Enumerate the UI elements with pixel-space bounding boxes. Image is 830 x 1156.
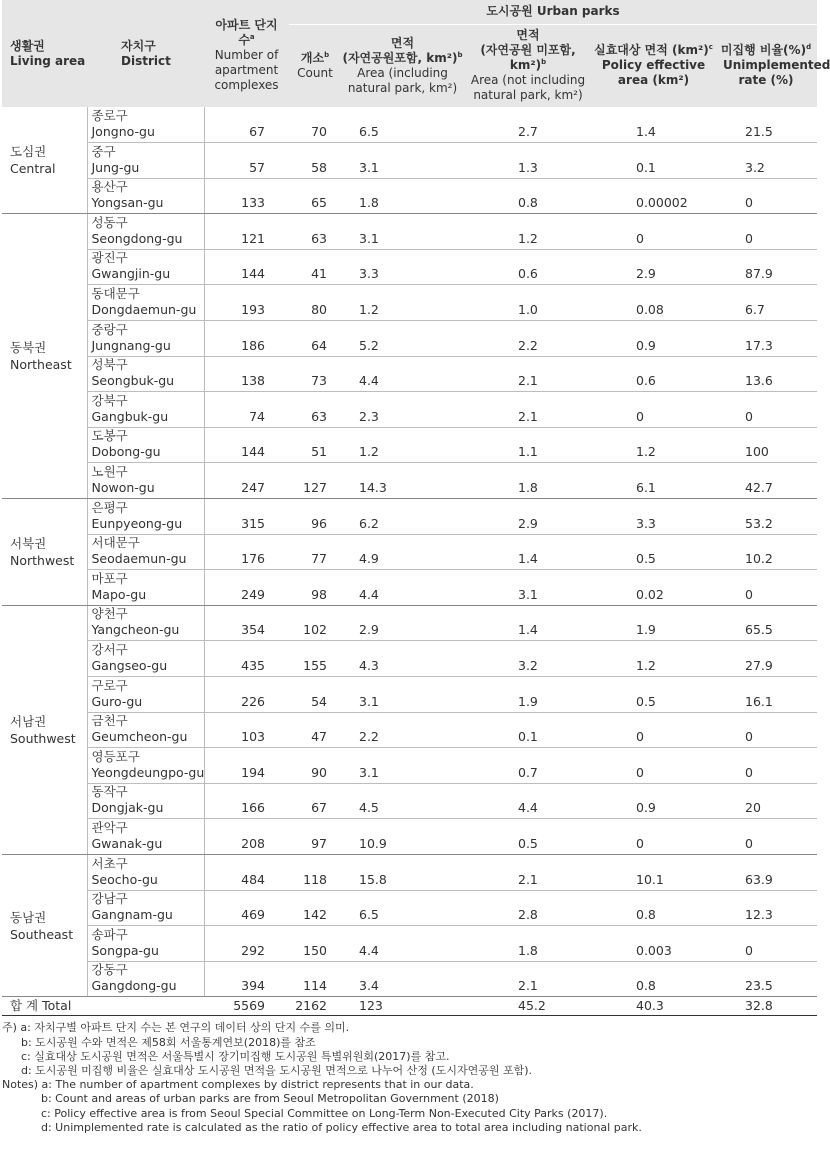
table-row	[2, 107, 817, 143]
unimplemented-rate-cell: 13.6	[715, 356, 817, 392]
district-ko: 송파구	[91, 926, 128, 942]
district-ko: 중구	[91, 143, 116, 159]
district-ko: 광진구	[91, 250, 128, 266]
area-excl-cell: 2.1	[464, 392, 592, 428]
district-ko: 마포구	[91, 570, 128, 586]
unimplemented-rate-cell: 0	[715, 819, 817, 855]
district-ko: 중랑구	[91, 321, 128, 337]
district-cell	[87, 783, 204, 819]
living-area-cell	[2, 499, 87, 606]
district-en: Dongdaemun-gu	[91, 302, 197, 318]
unimplemented-rate-cell: 23.5	[715, 961, 817, 997]
district-cell	[87, 499, 204, 535]
apartment-header: 아파트 단지 수$^a$ Number of apartment complexes	[204, 0, 289, 107]
table-row	[2, 249, 817, 285]
area-excl-cell: 1.3	[464, 143, 592, 179]
area-incl-cell: 1.2	[341, 285, 464, 321]
park-count-cell: 142	[289, 890, 341, 926]
area-incl-cell: 3.4	[341, 961, 464, 997]
area-excl-cell: 1.9	[464, 677, 592, 713]
policy-area-cell: 2.9	[592, 249, 715, 285]
area-incl-cell: 10.9	[341, 819, 464, 855]
urban-parks-table	[2, 0, 830, 1016]
area-excl-cell: 1.4	[464, 534, 592, 570]
living-area-en: Northwest	[10, 552, 75, 568]
note-ko-b: b: 도시공원 수와 면적은 제58회 서울통계연보(2018)를 참조	[21, 1035, 316, 1049]
district-cell	[87, 107, 204, 143]
park-count-cell: 51	[289, 427, 341, 463]
district-ko: 영등포구	[91, 748, 140, 764]
area-excl-cell: 2.9	[464, 499, 592, 535]
area-incl-cell: 6.2	[341, 499, 464, 535]
table-row	[2, 143, 817, 179]
district-ko: 동대문구	[91, 286, 140, 302]
apartment-count-cell: 133	[204, 178, 289, 214]
apartment-count-cell: 315	[204, 499, 289, 535]
district-cell	[87, 748, 204, 784]
district-ko: 강서구	[91, 642, 128, 657]
district-ko: 종로구	[91, 108, 128, 124]
unimplemented-rate-cell: 0	[715, 748, 817, 784]
table-row	[2, 641, 817, 677]
policy-area-cell: 0.00002	[592, 178, 715, 214]
district-ko: 용산구	[91, 179, 128, 195]
district-cell	[87, 427, 204, 463]
apartment-count-cell: 292	[204, 926, 289, 962]
unimplemented-rate-cell: 0	[715, 392, 817, 428]
living-area-ko: 도심권	[10, 144, 47, 160]
park-count-cell: 90	[289, 748, 341, 784]
apartment-count-cell: 435	[204, 641, 289, 677]
area-excl-cell: 4.4	[464, 783, 592, 819]
policy-area-cell: 1.2	[592, 427, 715, 463]
unimplemented-rate-cell: 21.5	[715, 107, 817, 143]
policy-area-cell: 0	[592, 819, 715, 855]
district-cell	[87, 819, 204, 855]
district-cell	[87, 677, 204, 713]
district-cell	[87, 961, 204, 997]
district-cell	[87, 890, 204, 926]
area-incl-cell: 14.3	[341, 463, 464, 499]
apartment-count-cell: 194	[204, 748, 289, 784]
table-row	[2, 712, 817, 748]
district-en: Gangdong-gu	[91, 978, 177, 994]
apartment-count-cell: 176	[204, 534, 289, 570]
table-row	[2, 819, 817, 855]
policy-area-cell: 0.1	[592, 143, 715, 179]
district-en: Gangnam-gu	[91, 907, 173, 923]
apartment-count-cell: 67	[204, 107, 289, 143]
living-area-ko: 동남권	[10, 909, 47, 925]
area-incl-cell: 3.1	[341, 677, 464, 713]
note-en-a: Notes) a: The number of apartment complexes by district represents that in our data.	[2, 1078, 474, 1092]
living-area-en: Central	[10, 161, 56, 177]
unimplemented-rate-cell: 0	[715, 214, 817, 250]
policy-area-cell: 0.08	[592, 285, 715, 321]
area-incl-cell: 4.9	[341, 534, 464, 570]
district-en: Gwanak-gu	[91, 835, 163, 851]
area-excl-cell: 0.7	[464, 748, 592, 784]
total-unimplemented-rate-cell: 32.8	[715, 997, 817, 1016]
living-area-en: Southeast	[10, 926, 74, 942]
area-incl-cell: 1.8	[341, 178, 464, 214]
area-incl-cell: 3.1	[341, 748, 464, 784]
area-excl-cell: 0.8	[464, 178, 592, 214]
park-count-cell: 64	[289, 321, 341, 357]
living-area-cell	[2, 605, 87, 854]
park-count-cell: 77	[289, 534, 341, 570]
apartment-count-cell: 103	[204, 712, 289, 748]
total-apartment-count-cell: 5569	[204, 997, 289, 1016]
area-incl-header: 면적 (자연공원포함, km²)$^b$ Area (including natural park, km²)	[341, 24, 464, 107]
park-count-cell: 47	[289, 712, 341, 748]
policy-area-cell: 3.3	[592, 499, 715, 535]
area-excl-cell: 2.1	[464, 961, 592, 997]
apartment-count-cell: 247	[204, 463, 289, 499]
district-ko: 서초구	[91, 855, 128, 871]
unimplemented-rate-cell: 6.7	[715, 285, 817, 321]
area-incl-cell: 3.1	[341, 143, 464, 179]
park-count-cell: 114	[289, 961, 341, 997]
area-excl-header: 면적 (자연공원 미포함, km²)$^b$ Area (not including natural park, km²)	[464, 24, 592, 107]
apartment-count-cell: 484	[204, 854, 289, 890]
district-cell	[87, 534, 204, 570]
apartment-count-cell: 186	[204, 321, 289, 357]
area-incl-cell: 3.1	[341, 214, 464, 250]
living-area-en: Southwest	[10, 730, 76, 746]
area-incl-cell: 2.2	[341, 712, 464, 748]
area-incl-cell: 4.4	[341, 570, 464, 606]
park-count-cell: 150	[289, 926, 341, 962]
park-count-cell: 65	[289, 178, 341, 214]
park-count-cell: 102	[289, 605, 341, 641]
park-count-cell: 63	[289, 392, 341, 428]
district-en: Dongjak-gu	[91, 800, 164, 816]
district-en: Jongno-gu	[91, 124, 155, 140]
table-row	[2, 178, 817, 214]
policy-area-cell: 0.5	[592, 677, 715, 713]
area-excl-cell: 0.6	[464, 249, 592, 285]
apartment-count-cell: 208	[204, 819, 289, 855]
table-row	[2, 499, 817, 535]
apartment-count-cell: 74	[204, 392, 289, 428]
district-ko: 노원구	[91, 464, 128, 480]
park-count-cell: 67	[289, 783, 341, 819]
district-cell	[87, 570, 204, 606]
total-policy-area-cell: 40.3	[592, 997, 715, 1016]
park-count-cell: 70	[289, 107, 341, 143]
living-area-cell	[2, 107, 87, 214]
table-row	[2, 321, 817, 357]
district-ko: 은평구	[91, 499, 128, 515]
apartment-count-cell: 144	[204, 249, 289, 285]
park-count-cell: 80	[289, 285, 341, 321]
policy-area-cell: 0	[592, 214, 715, 250]
area-excl-cell: 1.2	[464, 214, 592, 250]
table-row	[2, 961, 817, 997]
total-row	[2, 997, 817, 1016]
district-ko: 양천구	[91, 606, 128, 622]
district-en: Songpa-gu	[91, 942, 159, 958]
table-row	[2, 890, 817, 926]
district-ko: 강동구	[91, 962, 128, 978]
district-en: Jung-gu	[91, 159, 140, 175]
area-incl-cell: 15.8	[341, 854, 464, 890]
policy-area-cell: 0	[592, 748, 715, 784]
district-ko: 도봉구	[91, 428, 128, 444]
unimplemented-rate-cell: 12.3	[715, 890, 817, 926]
apartment-count-cell: 226	[204, 677, 289, 713]
note-en-c: c: Policy effective area is from Seoul Special Committee on Long-Term Non-Executed City Parks (2017).	[41, 1106, 608, 1120]
unimplemented-rate-cell: 10.2	[715, 534, 817, 570]
unimplemented-rate-cell: 65.5	[715, 605, 817, 641]
district-cell	[87, 641, 204, 677]
living-area-cell	[2, 854, 87, 996]
policy-area-cell: 6.1	[592, 463, 715, 499]
unimplemented-rate-cell: 0	[715, 926, 817, 962]
unimplemented-rate-cell: 87.9	[715, 249, 817, 285]
park-count-cell: 63	[289, 214, 341, 250]
district-cell	[87, 926, 204, 962]
count-header: 개소$^b$ Count	[289, 24, 341, 107]
district-ko: 강남구	[91, 891, 128, 907]
district-en: Seongbuk-gu	[91, 373, 175, 389]
living-area-ko: 서북권	[10, 535, 47, 551]
district-cell	[87, 249, 204, 285]
unimplemented-rate-cell: 3.2	[715, 143, 817, 179]
policy-area-cell: 1.4	[592, 107, 715, 143]
area-incl-cell: 1.2	[341, 427, 464, 463]
park-count-cell: 97	[289, 819, 341, 855]
policy-area-cell: 0.9	[592, 783, 715, 819]
district-cell	[87, 463, 204, 499]
district-ko: 관악구	[91, 819, 128, 835]
policy-area-header: 실효대상 면적 $(km^2)^c$ Policy effective area (km²)	[592, 24, 715, 107]
apartment-count-cell: 166	[204, 783, 289, 819]
area-incl-cell: 4.3	[341, 641, 464, 677]
park-count-cell: 155	[289, 641, 341, 677]
district-en: Seodaemun-gu	[91, 551, 187, 567]
area-incl-cell: 5.2	[341, 321, 464, 357]
district-ko: 강북구	[91, 392, 128, 408]
unimplemented-rate-cell: 17.3	[715, 321, 817, 357]
table-header	[2, 0, 830, 107]
district-en: Seongdong-gu	[91, 230, 183, 246]
park-count-cell: 58	[289, 143, 341, 179]
policy-area-cell: 0	[592, 712, 715, 748]
note-en-b: b: Count and areas of urban parks are from Seoul Metropolitan Government (2018)	[41, 1092, 499, 1106]
area-incl-cell: 4.5	[341, 783, 464, 819]
district-en: Nowon-gu	[91, 480, 155, 496]
policy-area-cell: 1.2	[592, 641, 715, 677]
area-excl-cell: 0.5	[464, 819, 592, 855]
policy-area-cell: 0.003	[592, 926, 715, 962]
district-ko: 서대문구	[91, 535, 140, 551]
park-count-cell: 127	[289, 463, 341, 499]
unimplemented-rate-cell: 16.1	[715, 677, 817, 713]
park-count-cell: 118	[289, 854, 341, 890]
policy-area-cell: 0.8	[592, 961, 715, 997]
note-ko-a: 주) a: 자치구별 아파트 단지 수는 본 연구의 데이터 상의 단지 수를 의미.	[2, 1021, 350, 1035]
table-row	[2, 427, 817, 463]
area-incl-cell: 2.9	[341, 605, 464, 641]
table-row	[2, 463, 817, 499]
area-incl-cell: 4.4	[341, 356, 464, 392]
note-en-d: d: Unimplemented rate is calculated as the ratio of policy effective area to total area including national park.	[41, 1120, 642, 1134]
park-count-cell: 41	[289, 249, 341, 285]
table-row	[2, 926, 817, 962]
area-incl-cell: 6.5	[341, 890, 464, 926]
table-row	[2, 570, 817, 606]
apartment-count-cell: 469	[204, 890, 289, 926]
district-ko: 성북구	[91, 357, 128, 373]
policy-area-cell: 0	[592, 392, 715, 428]
area-excl-cell: 1.4	[464, 605, 592, 641]
area-excl-cell: 1.8	[464, 463, 592, 499]
district-ko: 구로구	[91, 677, 128, 693]
urban-parks-header: 도시공원 Urban parks	[289, 0, 817, 24]
district-cell	[87, 143, 204, 179]
unimplemented-rate-cell: 63.9	[715, 854, 817, 890]
table-row	[2, 392, 817, 428]
area-excl-cell: 2.1	[464, 356, 592, 392]
area-excl-cell: 1.8	[464, 926, 592, 962]
living-area-ko: 서남권	[10, 713, 47, 729]
district-cell	[87, 285, 204, 321]
park-count-cell: 96	[289, 499, 341, 535]
area-excl-cell: 2.8	[464, 890, 592, 926]
district-en: Gangseo-gu	[91, 658, 168, 673]
area-incl-cell: 4.4	[341, 926, 464, 962]
policy-area-cell: 0.6	[592, 356, 715, 392]
district-en: Yongsan-gu	[91, 195, 164, 211]
table-row	[2, 356, 817, 392]
district-en: Guro-gu	[91, 693, 143, 709]
district-cell	[87, 321, 204, 357]
unimplemented-rate-cell: 0	[715, 712, 817, 748]
area-incl-cell: 2.3	[341, 392, 464, 428]
area-excl-cell: 2.1	[464, 854, 592, 890]
area-excl-cell: 1.1	[464, 427, 592, 463]
policy-area-cell: 0.5	[592, 534, 715, 570]
district-en: Yangcheon-gu	[91, 622, 180, 638]
area-excl-cell: 1.0	[464, 285, 592, 321]
unimplemented-rate-cell: 20	[715, 783, 817, 819]
unimplemented-rate-cell: 42.7	[715, 463, 817, 499]
district-ko: 금천구	[91, 713, 128, 729]
district-en: Gangbuk-gu	[91, 408, 169, 424]
policy-area-cell: 10.1	[592, 854, 715, 890]
table-row	[2, 854, 817, 890]
table-row	[2, 285, 817, 321]
apartment-count-cell: 144	[204, 427, 289, 463]
district-en: Seocho-gu	[91, 871, 158, 887]
table-row	[2, 534, 817, 570]
policy-area-cell: 0.02	[592, 570, 715, 606]
living-area-en: Northeast	[10, 357, 72, 373]
district-cell	[87, 178, 204, 214]
district-en: Yeongdeungpo-gu	[91, 764, 205, 780]
area-excl-cell: 2.2	[464, 321, 592, 357]
living-area-header: 생활권 Living area	[2, 0, 87, 107]
district-en: Mapo-gu	[91, 586, 147, 602]
district-en: Gwangjin-gu	[91, 266, 171, 282]
policy-area-cell: 0.9	[592, 321, 715, 357]
unimplemented-rate-cell: 53.2	[715, 499, 817, 535]
district-cell	[87, 214, 204, 250]
living-area-cell	[2, 214, 87, 499]
policy-area-cell: 0.8	[592, 890, 715, 926]
area-excl-cell: 3.1	[464, 570, 592, 606]
area-excl-cell: 0.1	[464, 712, 592, 748]
apartment-count-cell: 354	[204, 605, 289, 641]
note-ko-d: d: 도시공원 미집행 비율은 실효대상 도시공원 면적을 도시공원 면적으로 나누어 산정 (도시자연공원 포함).	[21, 1063, 533, 1077]
unimplemented-rate-cell: 0	[715, 178, 817, 214]
total-area-excl-cell: 45.2	[464, 997, 592, 1016]
area-incl-cell: 3.3	[341, 249, 464, 285]
note-ko-c: c: 실효대상 도시공원 면적은 서울특별시 장기미집행 도시공원 특별위원회(2017)를 참고.	[21, 1049, 450, 1063]
district-en: Eunpyeong-gu	[91, 515, 183, 531]
apartment-count-cell: 193	[204, 285, 289, 321]
district-en: Dobong-gu	[91, 444, 161, 460]
total-label: 합 계 Total	[2, 997, 204, 1016]
total-area-incl-cell: 123	[341, 997, 464, 1016]
table-row	[2, 677, 817, 713]
district-cell	[87, 605, 204, 641]
table-row	[2, 605, 817, 641]
district-en: Jungnang-gu	[91, 337, 171, 353]
area-incl-cell: 6.5	[341, 107, 464, 143]
park-count-cell: 98	[289, 570, 341, 606]
district-cell	[87, 356, 204, 392]
apartment-count-cell: 57	[204, 143, 289, 179]
table-row	[2, 214, 817, 250]
district-en: Geumcheon-gu	[91, 729, 188, 745]
unimplemented-rate-cell: 27.9	[715, 641, 817, 677]
table-row	[2, 748, 817, 784]
table-notes	[2, 1021, 818, 1135]
district-ko: 성동구	[91, 214, 128, 230]
unimplemented-rate-cell: 0	[715, 570, 817, 606]
district-cell	[87, 392, 204, 428]
district-cell	[87, 712, 204, 748]
table-row	[2, 783, 817, 819]
apartment-count-cell: 394	[204, 961, 289, 997]
unimplemented-header: 미집행 비율(%)$^d$ Unimplemented rate (%)	[715, 24, 817, 107]
total-park-count-cell: 2162	[289, 997, 341, 1016]
living-area-ko: 동북권	[10, 340, 47, 356]
table-body	[2, 107, 817, 1016]
apartment-count-cell: 121	[204, 214, 289, 250]
district-header: 자치구 District	[87, 0, 204, 107]
park-count-cell: 73	[289, 356, 341, 392]
apartment-count-cell: 138	[204, 356, 289, 392]
area-excl-cell: 3.2	[464, 641, 592, 677]
policy-area-cell: 1.9	[592, 605, 715, 641]
unimplemented-rate-cell: 100	[715, 427, 817, 463]
district-ko: 동작구	[91, 784, 128, 800]
district-cell	[87, 854, 204, 890]
apartment-count-cell: 249	[204, 570, 289, 606]
park-count-cell: 54	[289, 677, 341, 713]
area-excl-cell: 2.7	[464, 107, 592, 143]
